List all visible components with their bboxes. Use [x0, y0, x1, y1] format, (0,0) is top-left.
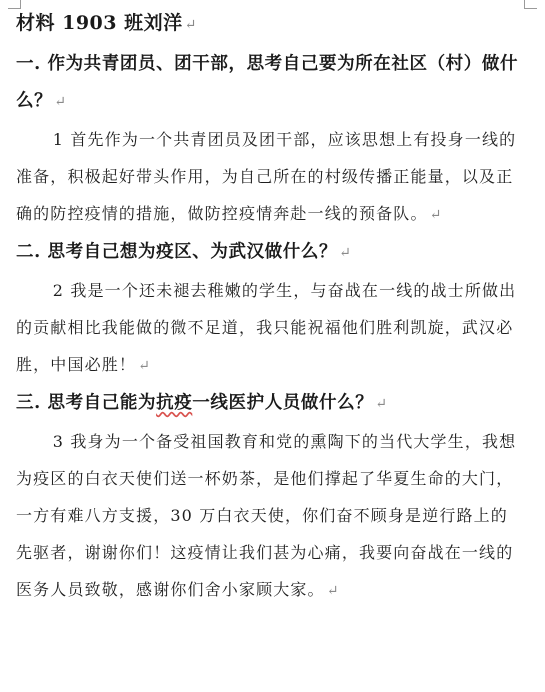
section-1-heading: [16, 46, 521, 121]
paragraph-mark: ↵: [184, 17, 197, 33]
document-title: [16, 10, 521, 38]
title-text: 材料 1903 班刘洋: [16, 12, 183, 34]
section-3-heading-suffix: 一线医护人员做什么？: [192, 393, 374, 413]
corner-crop-mark-left: [8, 0, 21, 9]
spellcheck-flagged-word[interactable]: 抗疫: [156, 393, 193, 413]
paragraph-mark: ↵: [138, 358, 151, 374]
section-3-body: [16, 423, 521, 610]
corner-crop-mark-right: [524, 0, 537, 9]
section-1-body: [16, 121, 521, 234]
paragraph-mark: ↵: [326, 583, 340, 599]
paragraph-mark: ↵: [429, 207, 443, 223]
section-2-body-text: 2 我是一个还未褪去稚嫩的学生，与奋战在一线的战士所做出的贡献相比我能做的微不足道，我只能祝福他们胜利凯旋，武汉必胜，中国必胜！: [16, 281, 517, 374]
paragraph-mark: ↵: [339, 245, 352, 261]
section-2-body: [16, 272, 521, 385]
section-2-heading: [16, 234, 521, 272]
section-1-heading-text: 一. 作为共青团员、团干部，思考自己要为所在社区（村）做什么？: [16, 54, 519, 111]
section-3-heading: [16, 385, 521, 423]
section-3-heading-prefix: 三. 思考自己能为: [16, 393, 157, 413]
paragraph-mark: ↵: [54, 94, 67, 110]
section-2-heading-text: 二. 思考自己想为疫区、为武汉做什么？: [16, 242, 338, 262]
section-3-body-text: 3 我身为一个备受祖国教育和党的熏陶下的当代大学生，我想为疫区的白衣天使们送一杯奶茶，是他们撑起了华夏生命的大门，一方有难八方支援，30 万白衣天使，你们奋不顾身是逆行路上的先驱者，谢谢你们！这疫情让我们甚为心痛，我要向奋战在一线的医务人员致敬，感谢你们舍小家顾大家。: [16, 432, 517, 599]
paragraph-mark: ↵: [375, 396, 388, 412]
section-1-body-text: 1 首先作为一个共青团员及团干部，应该思想上有投身一线的准备，积极起好带头作用，为自己所在的村级传播正能量，以及正确的防控疫情的措施，做防控疫情奔赴一线的预备队。: [16, 130, 517, 223]
document-body[interactable]: [16, 10, 521, 610]
